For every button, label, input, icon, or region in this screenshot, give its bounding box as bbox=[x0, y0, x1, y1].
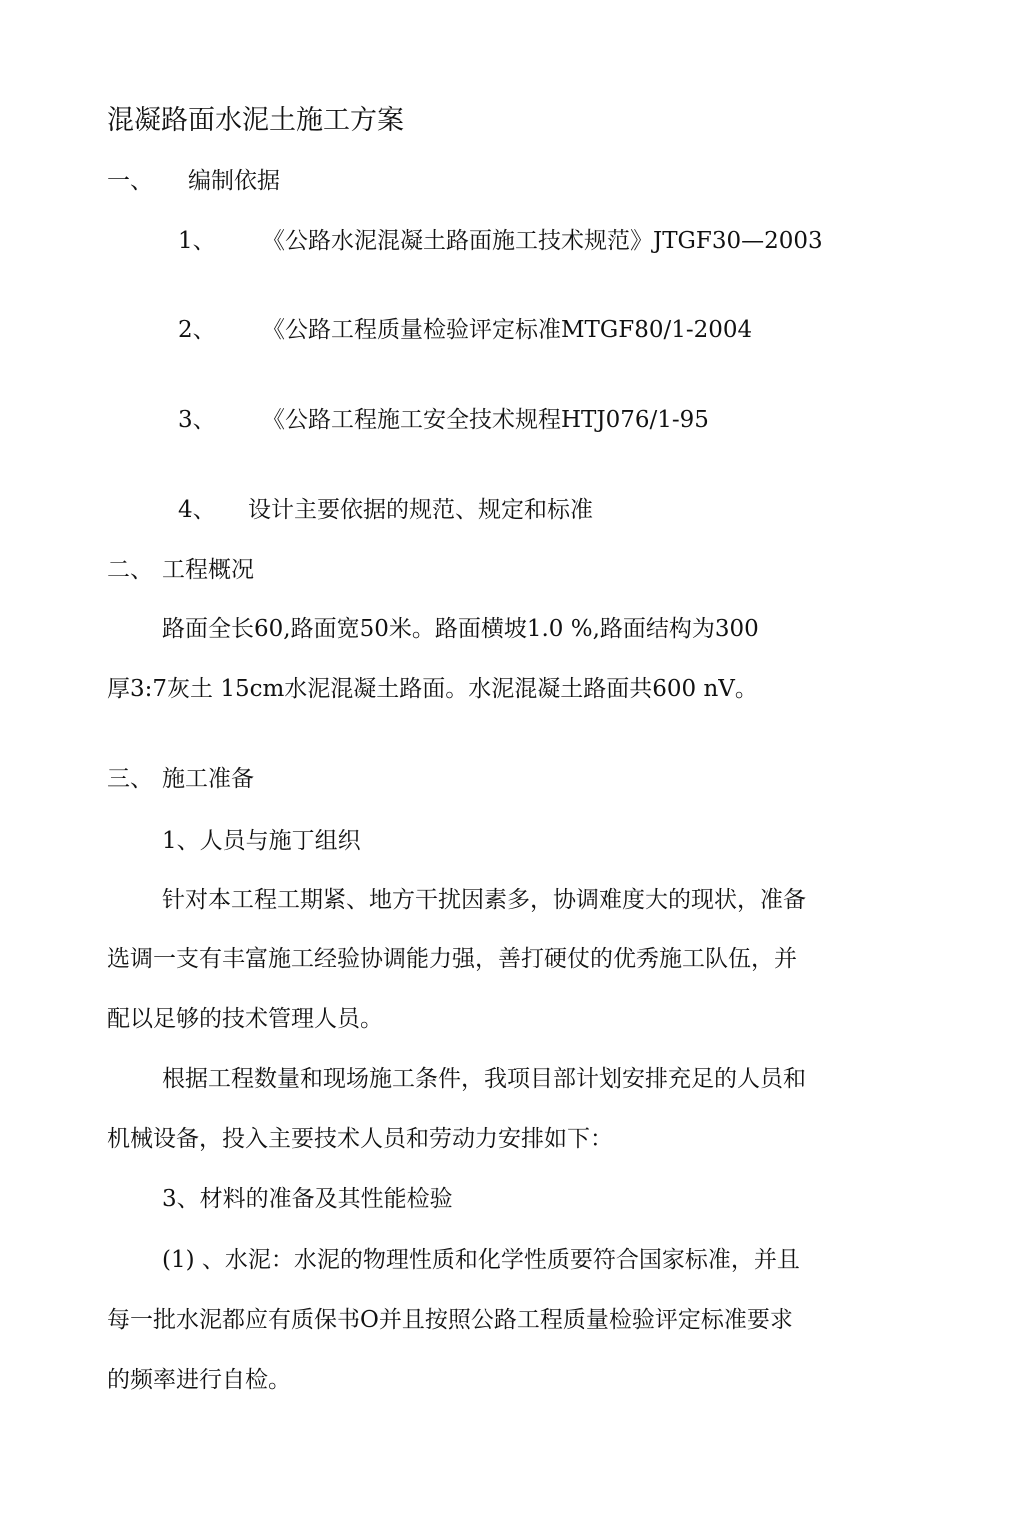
equipment-paragraph-line-1: 根据工程数量和现场施工条件，我项目部计划安排充足的人员和 bbox=[162, 1066, 806, 1092]
subsection-1-heading: 1、人员与施丁组织 bbox=[162, 828, 361, 854]
section-2-number: 二、 bbox=[107, 557, 153, 583]
cement-paragraph-line-2: 每一批水泥都应有质保书O并且按照公路工程质量检验评定标准要求 bbox=[107, 1307, 793, 1333]
reference-item-4-text: 设计主要依据的规范、规定和标准 bbox=[248, 497, 593, 523]
overview-paragraph-line-2: 厚3:7灰土 15cm水泥混凝土路面。水泥混凝土路面共600 nV。 bbox=[107, 676, 758, 702]
reference-item-3-number: 3、 bbox=[178, 407, 216, 433]
section-1-number: 一、 bbox=[107, 168, 153, 194]
personnel-paragraph-line-3: 配以足够的技术管理人员。 bbox=[107, 1006, 383, 1032]
personnel-paragraph-line-1: 针对本工程工期紧、地方干扰因素多，协调难度大的现状，准备 bbox=[162, 887, 806, 913]
equipment-paragraph-line-2: 机械设备，投入主要技术人员和劳动力安排如下： bbox=[107, 1126, 613, 1152]
reference-item-2-text: 《公路工程质量检验评定标准MTGF80/1-2004 bbox=[262, 317, 753, 343]
reference-item-3-text: 《公路工程施工安全技术规程HTJ076/1-95 bbox=[262, 407, 709, 433]
reference-item-4-number: 4、 bbox=[178, 497, 216, 523]
cement-paragraph-line-3: 的频率进行自检。 bbox=[107, 1367, 291, 1393]
reference-item-1-number: 1、 bbox=[178, 228, 216, 254]
document-title: 混凝路面水泥土施工方案 bbox=[107, 105, 404, 136]
personnel-paragraph-line-2: 选调一支有丰富施工经验协调能力强，善打硬仗的优秀施工队伍，并 bbox=[107, 946, 797, 972]
cement-paragraph-line-1: (1) 、水泥：水泥的物理性质和化学性质要符合国家标准，并且 bbox=[162, 1247, 800, 1273]
section-3-heading: 施工准备 bbox=[162, 766, 254, 792]
section-3-number: 三、 bbox=[107, 766, 153, 792]
section-1-heading: 编制依据 bbox=[188, 168, 280, 194]
subsection-3-heading: 3、材料的准备及其性能检验 bbox=[162, 1186, 453, 1212]
reference-item-1-text: 《公路水泥混凝土路面施工技术规范》JTGF30—2003 bbox=[262, 228, 823, 254]
reference-item-2-number: 2、 bbox=[178, 317, 216, 343]
section-2-heading: 工程概况 bbox=[162, 557, 254, 583]
overview-paragraph-line-1: 路面全长60,路面宽50米。路面横坡1.0 %,路面结构为300 bbox=[162, 616, 759, 642]
